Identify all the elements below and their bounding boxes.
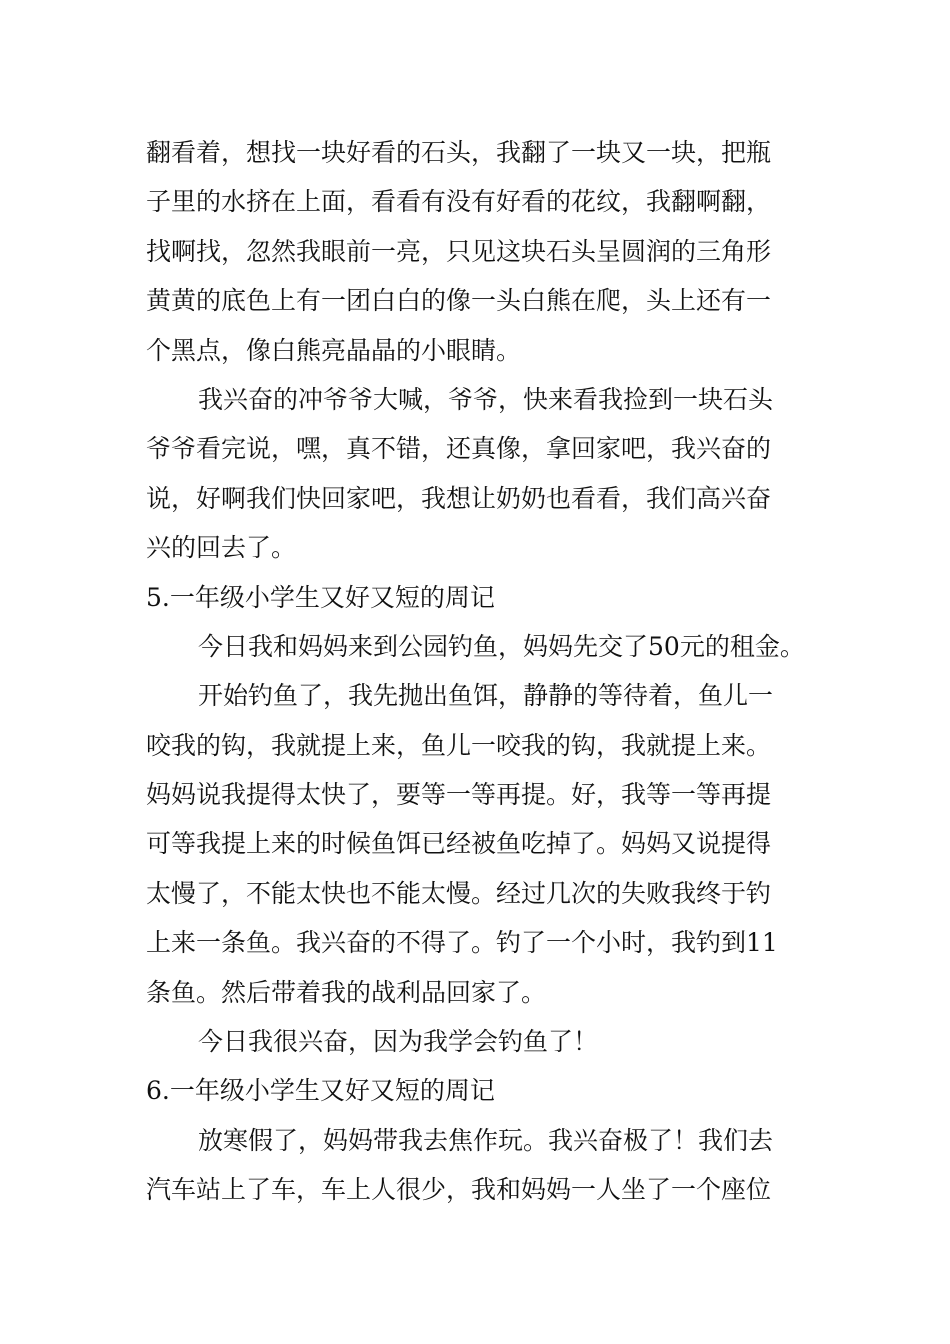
text-line: 兴的回去了。	[146, 533, 297, 563]
paragraph-start-line: 今日我和妈妈来到公园钓鱼，妈妈先交了50元的租金。	[198, 631, 805, 661]
paragraph-start-line: 今日我很兴奋，因为我学会钓鱼了！	[198, 1027, 599, 1057]
text-line: 个黑点，像白熊亮晶晶的小眼睛。	[146, 335, 522, 365]
text-line: 上来一条鱼。我兴奋的不得了。钓了一个小时，我钓到11	[146, 928, 778, 958]
paragraph-start-line: 开始钓鱼了，我先抛出鱼饵，静静的等待着，鱼儿一	[198, 681, 774, 711]
text-line: 爷爷看完说，嘿，真不错，还真像，拿回家吧，我兴奋的	[146, 434, 772, 464]
text-line: 子里的水挤在上面，看看有没有好看的花纹，我翻啊翻，	[146, 187, 772, 217]
text-line: 黄黄的底色上有一团白白的像一头白熊在爬，头上还有一	[146, 286, 772, 316]
section-heading: 5.一年级小学生又好又短的周记	[146, 582, 495, 612]
text-line: 条鱼。然后带着我的战利品回家了。	[146, 977, 547, 1007]
text-line: 妈妈说我提得太快了，要等一等再提。好，我等一等再提	[146, 780, 772, 810]
text-line: 说，好啊我们快回家吧，我想让奶奶也看看，我们高兴奋	[146, 483, 772, 513]
document-body	[146, 128, 816, 1215]
text-line: 咬我的钩，我就提上来，鱼儿一咬我的钩，我就提上来。	[146, 730, 772, 760]
text-line: 找啊找，忽然我眼前一亮，只见这块石头呈圆润的三角形	[146, 236, 772, 266]
paragraph-start-line: 我兴奋的冲爷爷大喊，爷爷，快来看我捡到一块石头	[198, 384, 774, 414]
text-line: 可等我提上来的时候鱼饵已经被鱼吃掉了。妈妈又说提得	[146, 829, 772, 859]
section-heading: 6.一年级小学生又好又短的周记	[146, 1076, 495, 1106]
text-line: 汽车站上了车，车上人很少，我和妈妈一人坐了一个座位	[146, 1175, 772, 1205]
paragraph-start-line: 放寒假了，妈妈带我去焦作玩。我兴奋极了！我们去	[198, 1125, 774, 1155]
text-line: 太慢了，不能太快也不能太慢。经过几次的失败我终于钓	[146, 878, 772, 908]
text-line: 翻看着，想找一块好看的石头，我翻了一块又一块，把瓶	[146, 138, 772, 167]
